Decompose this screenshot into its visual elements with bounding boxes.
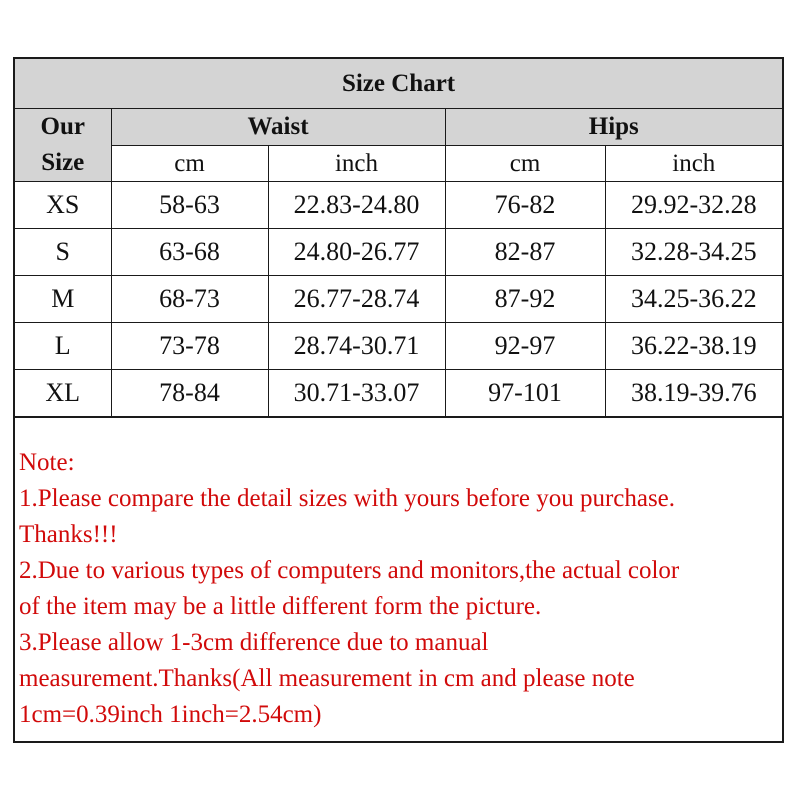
waist-cm-cell: 58-63 xyxy=(111,182,268,229)
waist-cm-cell: 63-68 xyxy=(111,229,268,276)
size-cell: S xyxy=(15,229,111,276)
note-line: 1.Please compare the detail sizes with yours before you purchase. xyxy=(19,485,676,512)
waist-cm-cell: 73-78 xyxy=(111,323,268,370)
waist-inch-cell: 28.74-30.71 xyxy=(268,323,445,370)
table-row xyxy=(15,182,782,229)
group-header-row xyxy=(15,109,782,146)
size-cell: L xyxy=(15,323,111,370)
hips-inch-header: inch xyxy=(605,146,782,182)
note-line: measurement.Thanks(All measurement in cm and please note xyxy=(19,665,635,692)
size-chart-table xyxy=(15,59,782,418)
hips-header: Hips xyxy=(445,109,782,146)
notes-section xyxy=(19,445,779,733)
note-line: 2.Due to various types of computers and monitors,the actual color xyxy=(19,557,680,584)
note-line: Thanks!!! xyxy=(19,521,118,548)
hips-inch-cell: 32.28-34.25 xyxy=(605,229,782,276)
note-heading: Note: xyxy=(19,449,75,476)
size-cell: XL xyxy=(15,370,111,418)
waist-cm-cell: 78-84 xyxy=(111,370,268,418)
hips-inch-cell: 34.25-36.22 xyxy=(605,276,782,323)
waist-cm-cell: 68-73 xyxy=(111,276,268,323)
unit-header-row xyxy=(15,146,782,182)
hips-cm-cell: 87-92 xyxy=(445,276,605,323)
hips-cm-cell: 82-87 xyxy=(445,229,605,276)
note-line: 1cm=0.39inch 1inch=2.54cm) xyxy=(19,701,322,728)
hips-inch-cell: 36.22-38.19 xyxy=(605,323,782,370)
waist-cm-header: cm xyxy=(111,146,268,182)
hips-cm-cell: 92-97 xyxy=(445,323,605,370)
waist-inch-header: inch xyxy=(268,146,445,182)
size-chart-frame xyxy=(13,57,784,743)
hips-inch-cell: 29.92-32.28 xyxy=(605,182,782,229)
table-row xyxy=(15,276,782,323)
table-row xyxy=(15,229,782,276)
size-cell: M xyxy=(15,276,111,323)
our-size-label-line1: Our xyxy=(40,113,85,140)
our-size-label-line2: Size xyxy=(41,149,85,176)
hips-cm-cell: 97-101 xyxy=(445,370,605,418)
waist-inch-cell: 22.83-24.80 xyxy=(268,182,445,229)
size-cell: XS xyxy=(15,182,111,229)
note-line: 3.Please allow 1-3cm difference due to manual xyxy=(19,629,489,656)
chart-title: Size Chart xyxy=(15,59,782,109)
note-line: of the item may be a little different form the picture. xyxy=(19,593,542,620)
waist-inch-cell: 24.80-26.77 xyxy=(268,229,445,276)
waist-header: Waist xyxy=(111,109,445,146)
hips-cm-cell: 76-82 xyxy=(445,182,605,229)
hips-cm-header: cm xyxy=(445,146,605,182)
table-row xyxy=(15,323,782,370)
waist-inch-cell: 30.71-33.07 xyxy=(268,370,445,418)
waist-inch-cell: 26.77-28.74 xyxy=(268,276,445,323)
title-row xyxy=(15,59,782,109)
hips-inch-cell: 38.19-39.76 xyxy=(605,370,782,418)
table-row xyxy=(15,370,782,418)
our-size-header xyxy=(15,109,111,182)
